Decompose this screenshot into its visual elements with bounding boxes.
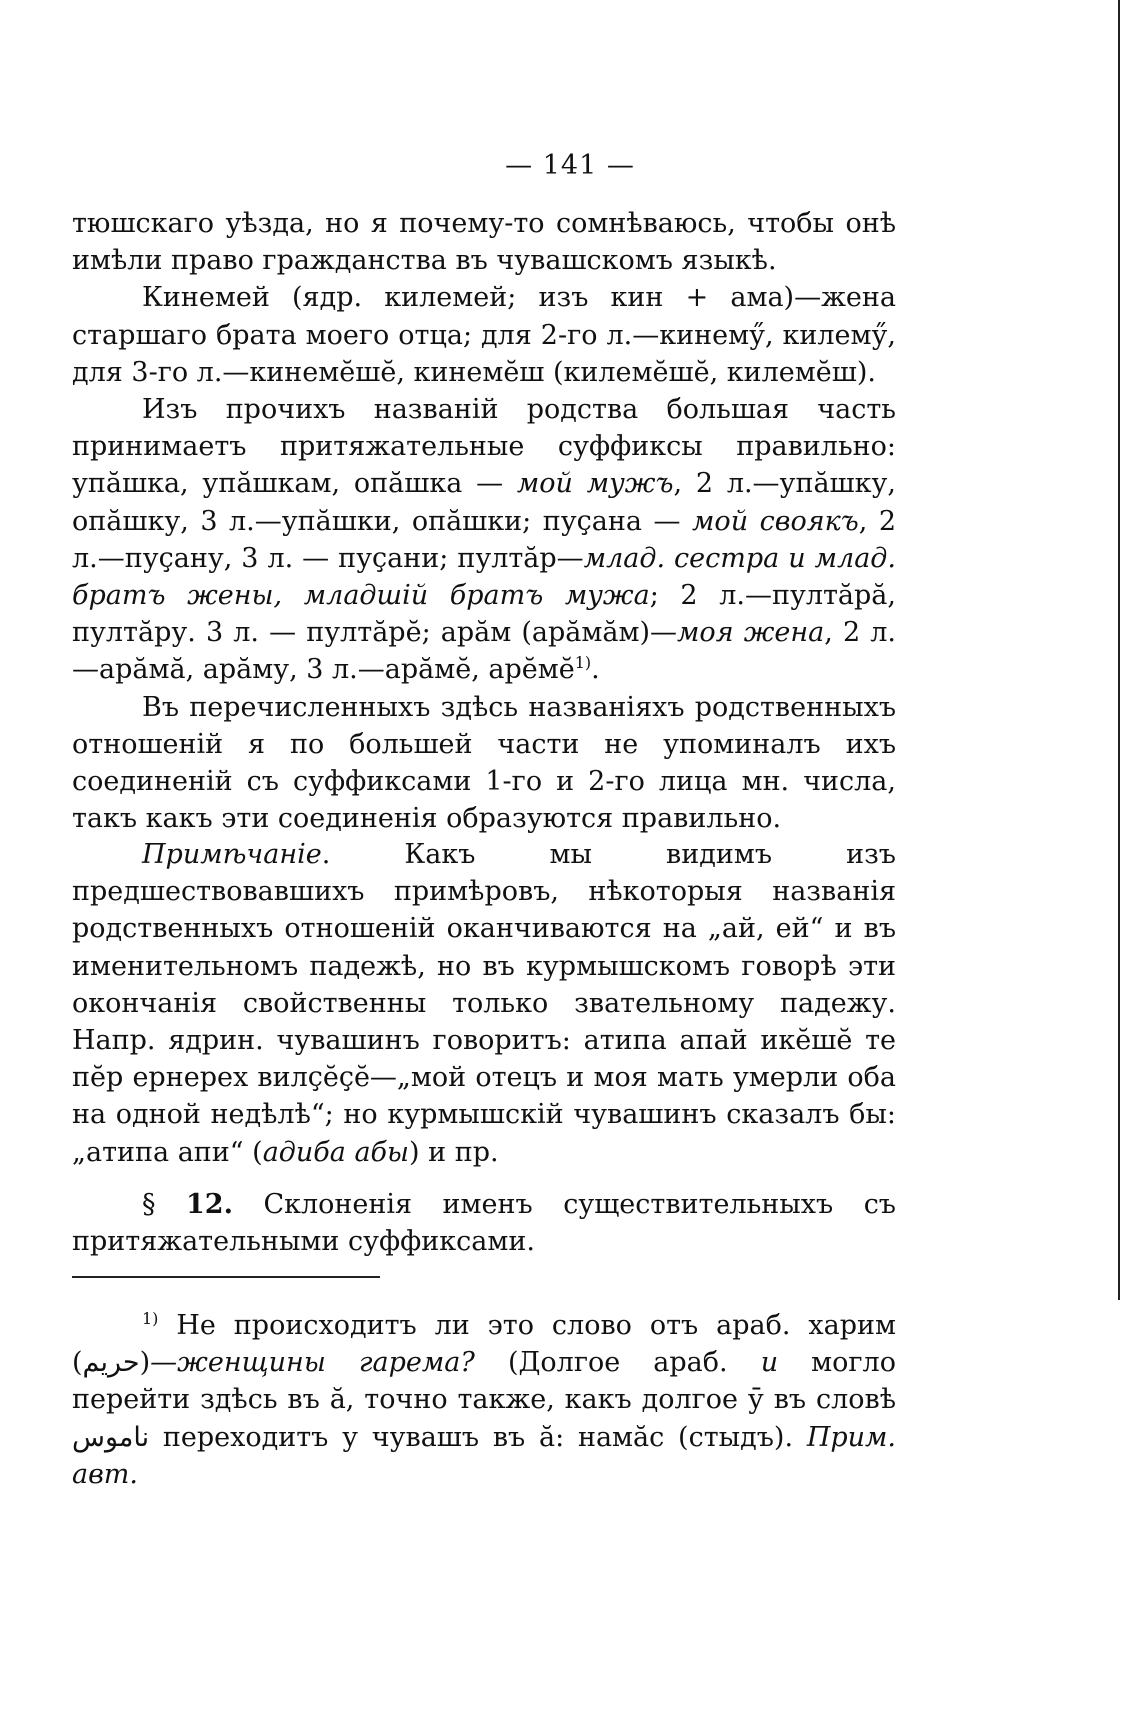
text-run: могло перейти здѣсь въ ӑ, точно также, какъ долгое ӯ въ словѣ [72, 1347, 896, 1416]
footnote-separator [72, 1276, 380, 1278]
text-run: ; 2 л.—пултӑрӑ, пултӑру. 3 л. — пултӑрӗ; арӑм (арӑмӑм)— [72, 580, 896, 649]
section-title: Склоненія именъ существительныхъ съ притяжательными суффиксами. [72, 1189, 896, 1258]
italic-gloss: моя жена [677, 617, 825, 649]
page-number: — 141 — [505, 150, 635, 181]
text-run: , 2 л.—арӑмӑ, арӑму, 3 л.—арӑмӗ, арӗмӗ [72, 617, 896, 686]
text-run: , 2 л.—упӑшку, опӑшку, 3 л.—упӑшки, опӑшки; пуҫана — [72, 468, 896, 537]
text-run: , 2 л.—пуҫану, 3 л. — пуҫани; пултӑр— [72, 505, 896, 574]
section-heading [72, 1186, 896, 1260]
section-number: 12. [186, 1189, 233, 1220]
text-run: Изъ прочихъ названій родства большая часть принимаетъ притяжательные суффиксы правильно: упӑшка, упӑшкам, опӑшка — [72, 394, 896, 500]
arabic-word: حريم [82, 1347, 140, 1379]
footnote-marker: 1) [142, 1309, 159, 1328]
text-run: ) и пр. [409, 1136, 499, 1168]
note-block [72, 836, 896, 1171]
note-label: Примѣчаніе [142, 839, 322, 870]
italic-gloss: млад. сестра и млад. братъ жены, младшій братъ мужа [72, 542, 896, 612]
italic-gloss: мой своякъ [692, 505, 859, 537]
text-run: (Долгое араб. [474, 1347, 761, 1379]
section-sign: § [142, 1189, 156, 1220]
footnote-paragraph [72, 1307, 896, 1493]
author-note: Прим. авт. [72, 1421, 896, 1490]
arabic-word: ناموس [72, 1421, 150, 1453]
text-run: переходитъ у чувашъ въ ӑ: намӑс (стыдъ). [149, 1421, 807, 1453]
footnote-block [72, 1307, 896, 1493]
text-run: Не происходитъ ли это слово отъ араб. харим ( [72, 1310, 896, 1379]
main-text [72, 205, 896, 837]
text-run: ) [139, 1347, 151, 1379]
text-run: . Какъ мы видимъ изъ предшествовавшихъ примѣровъ, нѣкоторыя названія родственныхъ отношеній оканчиваются на „ай, ей“ и въ именительномъ падежѣ, но въ курмышскомъ говорѣ эти окончанія свойственны только звательному падежу. Напр. ядрин. чувашинъ говоритъ: атипа апай икӗшӗ те пӗр ернерех вилҫӗҫӗ—„мой отецъ и моя мать умерли оба на одной недѣлѣ“; но курмышскій чувашинъ сказалъ бы: „атипа апи“ ( [72, 839, 896, 1168]
page-edge-rule [1118, 0, 1120, 1300]
note-paragraph [72, 836, 896, 1171]
paragraph-kinemei: Кинемей (ядр. килемей; изъ кин + ама)—жена старшаго брата моего отца; для 2-го л.—кинемӳ, килемӳ, для 3-го л.—кинемӗшӗ, кинемӗш (килемӗшӗ, килемӗш). [72, 282, 896, 388]
italic-gloss: —женщины гарема? [150, 1347, 475, 1379]
paragraph-kinship-suffixes [72, 391, 896, 689]
italic-letter: и [760, 1347, 779, 1379]
section-heading-block [72, 1186, 896, 1260]
italic-gloss: адиба абы [262, 1136, 410, 1168]
italic-gloss: мой мужъ [516, 468, 674, 500]
paragraph-continued: тюшскаго уѣзда, но я почему-то сомнѣваюсь, чтобы онѣ имѣли право гражданства въ чувашскомъ языкѣ. [72, 208, 896, 277]
footnote-reference[interactable]: 1) [574, 653, 592, 673]
paragraph-enumerated-relations: Въ перечисленныхъ здѣсь названіяхъ родственныхъ отношеній я по большей части не упоминалъ ихъ соединеній съ суффиксами 1-го и 2-го лица мн. числа, такъ какъ эти соединенія образуются правильно. [72, 691, 896, 835]
text-run: . [591, 654, 600, 686]
